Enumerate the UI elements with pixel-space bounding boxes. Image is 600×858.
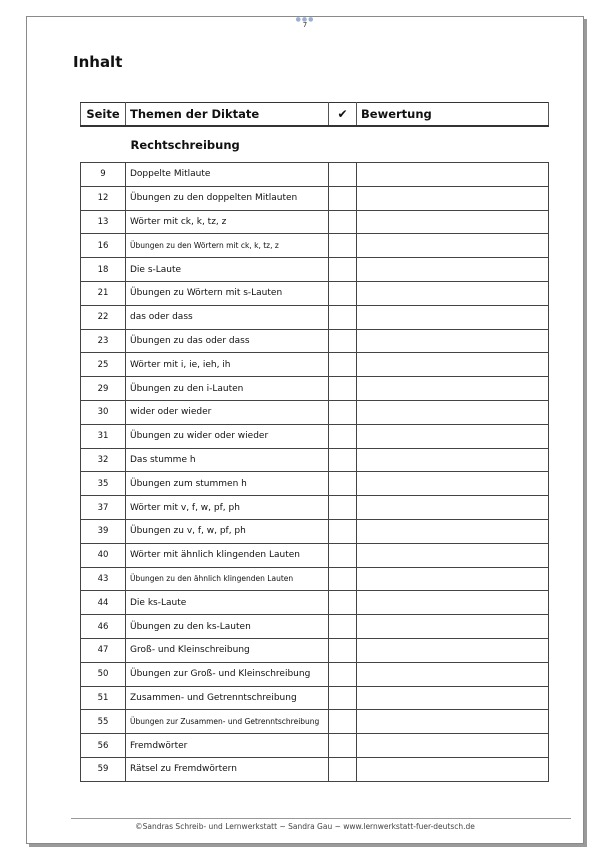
row-page-number: 56 xyxy=(81,734,126,758)
row-check-cell[interactable] xyxy=(329,591,357,615)
section-spacer xyxy=(81,126,126,163)
row-check-cell[interactable] xyxy=(329,186,357,210)
row-topic: Wörter mit ähnlich klingenden Lauten xyxy=(126,543,329,567)
table-row xyxy=(81,472,549,496)
row-topic: Übungen zum stummen h xyxy=(126,472,329,496)
row-topic: Groß- und Kleinschreibung xyxy=(126,638,329,662)
contents-table xyxy=(80,102,549,782)
row-topic: Die s-Laute xyxy=(126,258,329,282)
table-row xyxy=(81,615,549,639)
row-rating-cell[interactable] xyxy=(357,234,549,258)
row-check-cell[interactable] xyxy=(329,448,357,472)
table-row xyxy=(81,591,549,615)
table-row xyxy=(81,258,549,282)
row-check-cell[interactable] xyxy=(329,234,357,258)
row-check-cell[interactable] xyxy=(329,519,357,543)
row-check-cell[interactable] xyxy=(329,686,357,710)
row-topic: Wörter mit i, ie, ieh, ih xyxy=(126,353,329,377)
row-page-number: 23 xyxy=(81,329,126,353)
row-topic: Fremdwörter xyxy=(126,734,329,758)
row-topic: Übungen zu Wörtern mit s-Lauten xyxy=(126,281,329,305)
row-rating-cell[interactable] xyxy=(357,757,549,781)
row-check-cell[interactable] xyxy=(329,377,357,401)
row-rating-cell[interactable] xyxy=(357,496,549,520)
row-topic: Übungen zur Zusammen- und Getrenntschreibung xyxy=(126,710,329,734)
row-topic: Übungen zu wider oder wieder xyxy=(126,424,329,448)
row-page-number: 32 xyxy=(81,448,126,472)
row-page-number: 21 xyxy=(81,281,126,305)
row-check-cell[interactable] xyxy=(329,496,357,520)
row-page-number: 46 xyxy=(81,615,126,639)
row-check-cell[interactable] xyxy=(329,424,357,448)
row-check-cell[interactable] xyxy=(329,305,357,329)
row-check-cell[interactable] xyxy=(329,163,357,187)
row-topic: Übungen zu den ks-Lauten xyxy=(126,615,329,639)
row-rating-cell[interactable] xyxy=(357,400,549,424)
row-check-cell[interactable] xyxy=(329,258,357,282)
row-page-number: 12 xyxy=(81,186,126,210)
row-rating-cell[interactable] xyxy=(357,686,549,710)
header-seite: Seite xyxy=(81,103,126,127)
row-page-number: 47 xyxy=(81,638,126,662)
row-check-cell[interactable] xyxy=(329,615,357,639)
row-topic: Wörter mit v, f, w, pf, ph xyxy=(126,496,329,520)
table-row xyxy=(81,210,549,234)
row-check-cell[interactable] xyxy=(329,543,357,567)
row-page-number: 43 xyxy=(81,567,126,591)
footer-divider xyxy=(71,818,571,819)
row-page-number: 18 xyxy=(81,258,126,282)
row-page-number: 55 xyxy=(81,710,126,734)
row-rating-cell[interactable] xyxy=(357,734,549,758)
row-rating-cell[interactable] xyxy=(357,615,549,639)
table-row xyxy=(81,662,549,686)
row-topic: Übungen zu den ähnlich klingenden Lauten xyxy=(126,567,329,591)
row-rating-cell[interactable] xyxy=(357,662,549,686)
table-row xyxy=(81,281,549,305)
row-topic: Die ks-Laute xyxy=(126,591,329,615)
page-indicator-dots: ●●● xyxy=(295,16,315,23)
row-page-number: 59 xyxy=(81,757,126,781)
table-row xyxy=(81,757,549,781)
row-check-cell[interactable] xyxy=(329,567,357,591)
row-rating-cell[interactable] xyxy=(357,519,549,543)
row-rating-cell[interactable] xyxy=(357,448,549,472)
section-label: Rechtschreibung xyxy=(130,137,240,152)
row-page-number: 9 xyxy=(81,163,126,187)
header-rating: Bewertung xyxy=(357,103,549,127)
row-rating-cell[interactable] xyxy=(357,377,549,401)
page-title: Inhalt xyxy=(73,53,123,71)
header-topic: Themen der Diktate xyxy=(126,103,329,127)
header-check: ✔ xyxy=(329,103,357,127)
row-topic: Übungen zur Groß- und Kleinschreibung xyxy=(126,662,329,686)
table-row xyxy=(81,710,549,734)
row-rating-cell[interactable] xyxy=(357,638,549,662)
row-topic: das oder dass xyxy=(126,305,329,329)
page-number: 7 xyxy=(302,21,308,29)
row-page-number: 22 xyxy=(81,305,126,329)
row-page-number: 29 xyxy=(81,377,126,401)
row-topic: Übungen zu v, f, w, pf, ph xyxy=(126,519,329,543)
footer-text: ©Sandras Schreib- und Lernwerkstatt ~ Sandra Gau ~ www.lernwerkstatt-fuer-deutsch.de xyxy=(135,822,475,831)
row-check-cell[interactable] xyxy=(329,710,357,734)
row-check-cell[interactable] xyxy=(329,734,357,758)
row-topic: Das stumme h xyxy=(126,448,329,472)
row-check-cell[interactable] xyxy=(329,210,357,234)
row-rating-cell[interactable] xyxy=(357,210,549,234)
row-check-cell[interactable] xyxy=(329,353,357,377)
row-page-number: 30 xyxy=(81,400,126,424)
row-rating-cell[interactable] xyxy=(357,305,549,329)
row-check-cell[interactable] xyxy=(329,281,357,305)
row-check-cell[interactable] xyxy=(329,662,357,686)
row-rating-cell[interactable] xyxy=(357,258,549,282)
table-row xyxy=(81,305,549,329)
row-topic: Zusammen- und Getrenntschreibung xyxy=(126,686,329,710)
table-row xyxy=(81,163,549,187)
row-rating-cell[interactable] xyxy=(357,424,549,448)
row-rating-cell[interactable] xyxy=(357,186,549,210)
row-page-number: 50 xyxy=(81,662,126,686)
table-row xyxy=(81,329,549,353)
section-row xyxy=(81,126,549,163)
row-topic: Übungen zu den Wörtern mit ck, k, tz, z xyxy=(126,234,329,258)
row-topic: Wörter mit ck, k, tz, z xyxy=(126,210,329,234)
row-topic: wider oder wieder xyxy=(126,400,329,424)
table-row xyxy=(81,448,549,472)
row-page-number: 35 xyxy=(81,472,126,496)
row-page-number: 37 xyxy=(81,496,126,520)
table-row xyxy=(81,377,549,401)
row-page-number: 39 xyxy=(81,519,126,543)
row-rating-cell[interactable] xyxy=(357,472,549,496)
row-check-cell[interactable] xyxy=(329,400,357,424)
row-page-number: 13 xyxy=(81,210,126,234)
row-check-cell[interactable] xyxy=(329,638,357,662)
table-row xyxy=(81,567,549,591)
row-page-number: 25 xyxy=(81,353,126,377)
table-row xyxy=(81,353,549,377)
table-row xyxy=(81,496,549,520)
row-check-cell[interactable] xyxy=(329,329,357,353)
row-page-number: 44 xyxy=(81,591,126,615)
table-row xyxy=(81,186,549,210)
table-row xyxy=(81,400,549,424)
table-row xyxy=(81,686,549,710)
row-page-number: 51 xyxy=(81,686,126,710)
table-row xyxy=(81,234,549,258)
table-row xyxy=(81,424,549,448)
row-topic: Doppelte Mitlaute xyxy=(126,163,329,187)
row-topic: Übungen zu den doppelten Mitlauten xyxy=(126,186,329,210)
row-topic: Übungen zu den i-Lauten xyxy=(126,377,329,401)
row-page-number: 31 xyxy=(81,424,126,448)
row-rating-cell[interactable] xyxy=(357,163,549,187)
row-rating-cell[interactable] xyxy=(357,591,549,615)
row-check-cell[interactable] xyxy=(329,757,357,781)
row-topic: Übungen zu das oder dass xyxy=(126,329,329,353)
document-page xyxy=(26,16,584,844)
row-page-number: 16 xyxy=(81,234,126,258)
table-row xyxy=(81,543,549,567)
row-rating-cell[interactable] xyxy=(357,281,549,305)
row-rating-cell[interactable] xyxy=(357,543,549,567)
row-topic: Rätsel zu Fremdwörtern xyxy=(126,757,329,781)
table-header-row xyxy=(81,103,549,127)
row-page-number: 40 xyxy=(81,543,126,567)
row-rating-cell[interactable] xyxy=(357,353,549,377)
table-row xyxy=(81,734,549,758)
row-rating-cell[interactable] xyxy=(357,329,549,353)
row-rating-cell[interactable] xyxy=(357,710,549,734)
table-row xyxy=(81,519,549,543)
table-row xyxy=(81,638,549,662)
row-rating-cell[interactable] xyxy=(357,567,549,591)
row-check-cell[interactable] xyxy=(329,472,357,496)
